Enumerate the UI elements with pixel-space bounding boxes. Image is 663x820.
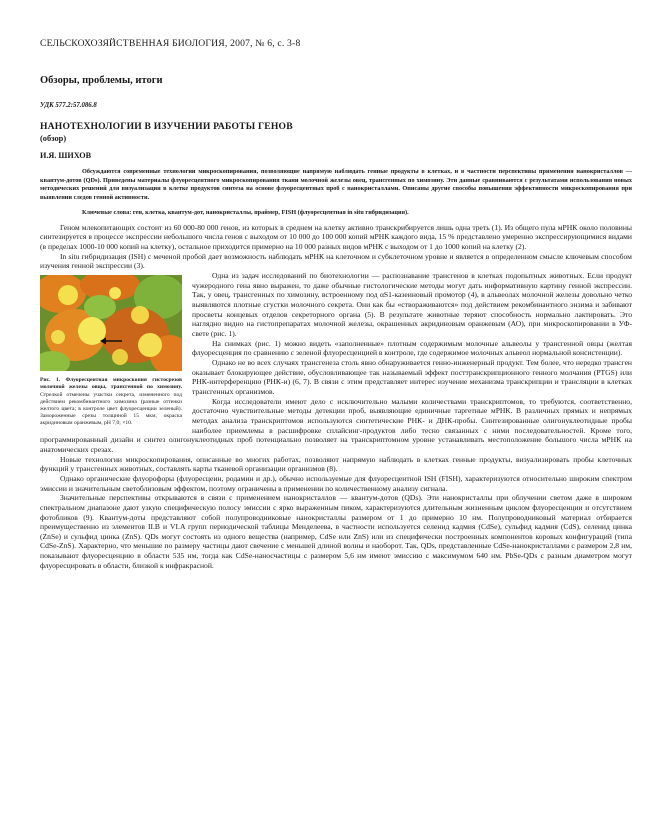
paragraph-genome: Геном млекопитающих состоит из 60 000-80 000 генов, из которых в среднем на клетку активно транскрибируется лишь одна треть (1). Из общего пула мРНК около половины синтезируется в процессе экспрессии небольшого числа генов с выходом от 10 000 до 100 000 копий мРНК каждого вида, 15 % представлено умеренно экспрессирующимися видами (в пределах 1000-10 000 копий на клетку), остальное приходится примерно на 10 000 разных видов мРНК с выходом от 1 до 1000 копий на клетку (2). (40, 222, 632, 252)
paragraph-transcriptomes: Когда исследователи имеют дело с исключительно малыми количествами транскриптомов, то требуются, соответственно, достаточно чувствительные методы детекции проб, выявляющие единичные таргетные мРНК. В различных прямых и непрямых методах анализа транскриптомов используются синтетические РНК- и ДНК-пробы. Синтезированные олигонуклеотидные пробы наиболее приемлемы в расшифровке сплайсинг-продуктов либо тесно связанных с ними последовательностей. Кроме того, программированный дизайн и синтез олигонуклеотидных проб потенциально позволяет на транскриптомном уровне устанавливать местоположение большого числа мРНК на анатомических срезах. (40, 396, 632, 454)
keywords: Ключевые слова: ген, клетка, квантум-дот, нанокристаллы, праймер, FISH (флуоресцентная in situ гибридизация). (82, 208, 409, 216)
figure-caption-title: Рис. 1. Флуоресцентная микроскопия гистосрезов молочной железы овцы, трансгенной по химозину. (40, 377, 182, 391)
article-title: НАНОТЕХНОЛОГИИ В ИЗУЧЕНИИ РАБОТЫ ГЕНОВ (40, 121, 293, 132)
abstract: Обсуждаются современные технологии микроскопирования, позволяющие напрямую наблюдать генные продукты в клетках, и в частности перспективы применения нанокристаллов — квантум-дотов (QDs). Приведены материалы флуоресцентного микроскопирования ткани молочной железы овец, трансгенных по химозину. Эти данные сравниваются с результатами использования новых методических решений для визуализации в клетке продуктов синтеза на основе флуоресцентных проб с нанокристаллами. Описаны другие способы повышения эффективности микроскопирования при выявлении следов генной активности. (40, 168, 632, 202)
article-subtitle: (обзор) (40, 134, 67, 143)
figure-caption-text: Стрелкой отмечены участки секрета, измененного под действием рекомбинантного химозина (разные оттенки желтого цвета; в контроле цвет флуоресценции зеленый). Замороженные срезы толщиной 15 мкм, окраска акридиновым оранжевым, pH 7,0; ×10. (40, 391, 182, 427)
paragraph-microscopy: Новые технологии микроскопирования, описанные во многих работах, позволяют напрямую наблюдать в клетках генные продукты, визуализировать пробы клеточных функций у трансгенных животных, составлять карты тканевой организации организмов (8). (40, 454, 632, 474)
figure-1 (40, 275, 182, 427)
article-body (40, 223, 632, 571)
figure-caption (40, 377, 182, 427)
paragraph-fluorophores: Однако органические флуорофоры (флуоресцеин, родамин и др.), обычно используемые для флуоресцентной ISH (FISH), характеризуются относительно широким спектром эмиссии и значительным светоблизовым эффектом, поэтому ограничены в применении по количественному анализу сигнала. (40, 473, 632, 493)
paragraph-biotech: Одна из задач исследований по биотехнологии — распознавание трансгенов в клетках подопытных животных. Если продукт чужеродного гена явно выражен, то даже обычные гистологические методы могут дать информативную картину генной экспрессии. Так, у овец, трансгенных по химозину, встроенному под αS1-казеиновый промотор (4), в альвеолах молочной железы довольно четко выявляются плотные сгустки молочного секрета. Они как бы «створаживаются» под действием рекомбинантного энзима и забивают просветы концевых отделов секреторного органа (5). В результате животные теряют способность нормально лактировать. Это наглядно видно на гистопрепаратах молочной железы, окрашенных акридиновым оранжевым (АО), при микроскопировании в УФ-свете (рис. 1). (192, 271, 632, 339)
udk-code: УДК 577.2:57.086.8 (40, 102, 97, 109)
paragraph-ish: In situ гибридизация (ISH) с меченой пробой дает возможность наблюдать мРНК на клеточном и субклеточном уровне и является в определенном смысле ключевым способом изучения генной экспрессии (3). (40, 251, 632, 271)
fluorescence-micrograph (40, 275, 182, 371)
paragraph-figure-desc: На снимках (рис. 1) можно видеть «заполненные» плотным содержимым молочные альвеолы у трансгенной овцы (желтая флуоресценция по сравнению с зеленой флуоресценцией в контроле, где содержимое молочных альвеол нормальной консистенции). (192, 338, 632, 358)
journal-header: СЕЛЬСКОХОЗЯЙСТВЕННАЯ БИОЛОГИЯ, 2007, № 6, с. 3-8 (40, 38, 301, 49)
paragraph-ptgs: Однако не во всех случаях трансгенеза столь явно обнаруживается генно-инженерный продукт. Тем более, что нередко трансген оказывает блокирующее действие, обусловливающее так называемый эффект посттранскрипционного генного молчания (PTGS) или РНК-интерференцию (РНК-и) (6, 7). В связи с этим представляет интерес изучение механизма транскрипции и трансляции в клетках трансгенных организмов. (192, 358, 632, 396)
paragraph-quantum-dots: Значительные перспективы открываются в связи с применением нанокристаллов — квантум-дотов (QDs). Эти нанокристаллы при облучении светом даже в широком спектральном диапазоне дают узкую специфическую полосу эмиссии с ярко выраженным пиком, характеризуются длительным жизненным циклом флуоресценции и отсутствием фотобликов (9). Квантум-доты представляют собой полупроводниковые нанокристаллы размером от 1 до примерно 10 нм. Полупроводниковый материал отбирается преимущественно из элементов II.B и VI.A групп периодической таблицы Менделеева, в частности используется селенид кадмия (CdSe), сульфид кадмия (CdS), селенид цинка (ZnSe) и сульфид цинка (ZnS). QDs могут состоять из одного вещества (например, CdSe или ZnS) или из специфически построенных компонентов коровых конфигураций (типа CdSe-ZnS). Характерно, что меньшие по размеру частицы дают свечение с меньшей длиной волны и наоборот. Так, QDs, представленные CdSe-нанокристаллами с размером 2,8 нм, показывают флуоресценцию в области 535 нм, тогда как CdSe-наносчастицы с размером 5,6 нм имеют эмиссию с максимумом 640 нм. PbSe-QDs с разным диаметром могут флуоресцировать в области, близкой к инфракрасной. (40, 493, 632, 570)
micrograph-image (40, 275, 182, 371)
paper-page (40, 38, 632, 570)
section-title: Обзоры, проблемы, итоги (40, 75, 163, 86)
article-authors: И.Я. ШИХОВ (40, 151, 92, 160)
